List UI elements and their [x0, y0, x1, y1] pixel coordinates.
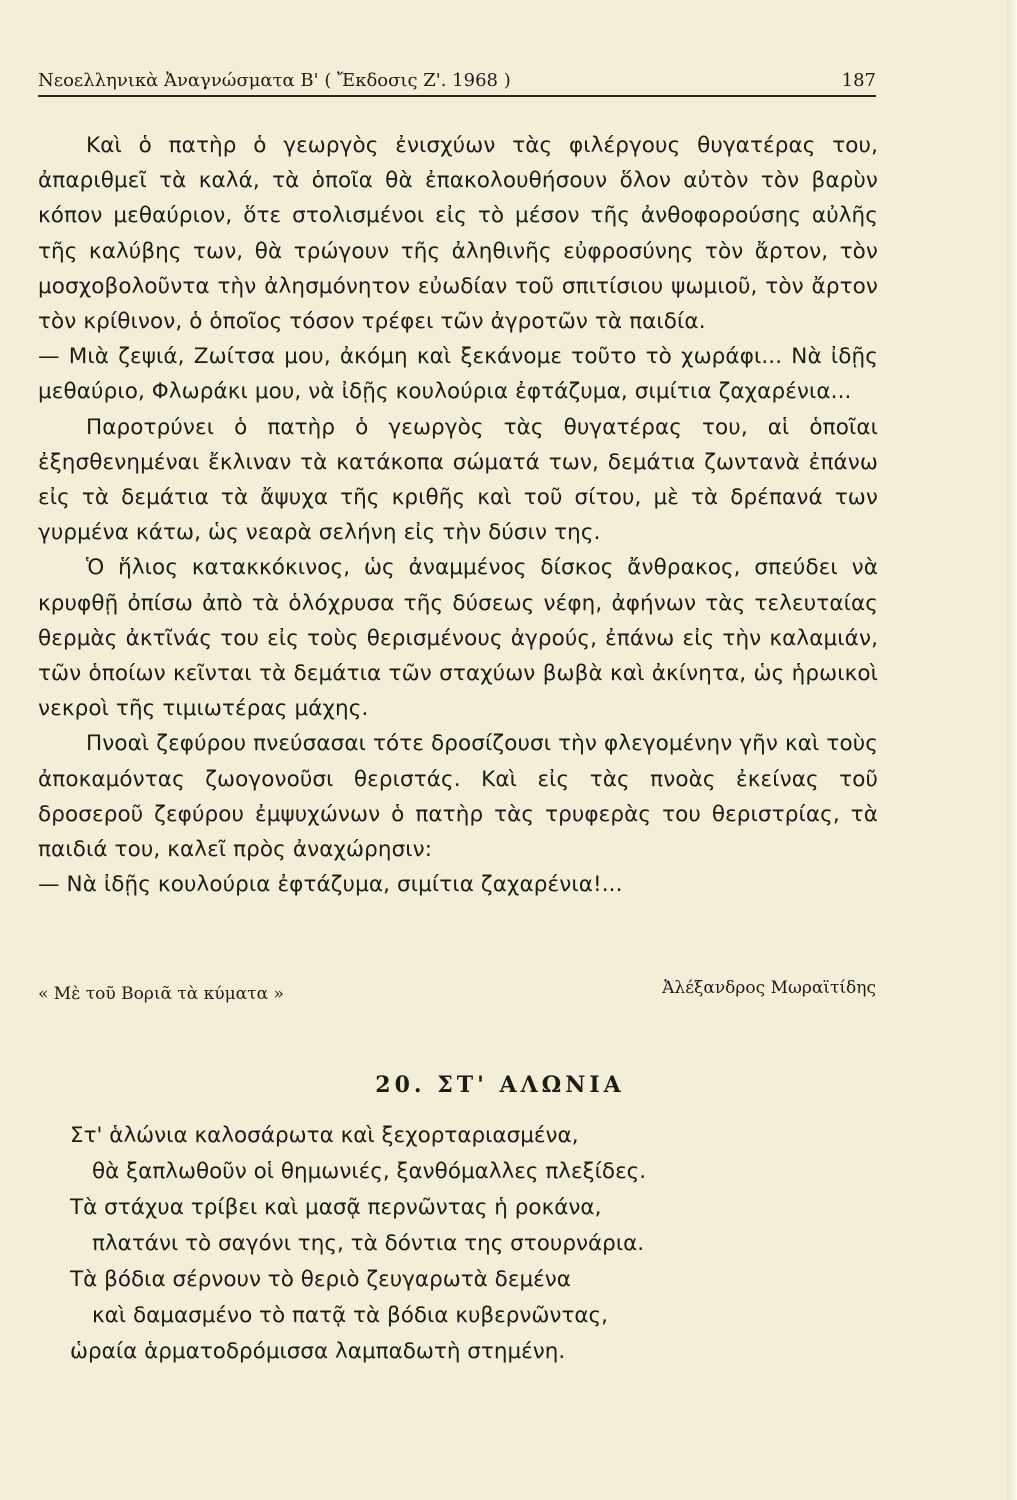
poem-line: πλατάνι τὸ σαγόνι της, τὰ δόντια της στουρνάρια. — [92, 1231, 645, 1256]
running-header — [38, 70, 876, 97]
paragraph: Καὶ ὁ πατὴρ ὁ γεωργὸς ἐνισχύων τὰς φιλέργους θυγατέρας του, ἀπαριθμεῖ τὰ καλά, τὰ ὁποῖα θὰ ἐπακολουθήσουν ὅλον αὐτὸν τὸν βαρὺν κόπον μεθαύριον, ὅτε στολισμένοι εἰς τὸ μέσον τῆς ἀνθοφορούσης αὐλῆς τῆς καλύβης των, θὰ τρώγουν τῆς ἀληθινῆς εὐφροσύνης τὸν ἄρτον, τὸν μοσχοβολοῦντα τὴν ἀλησμόνητον εὐωδίαν τοῦ σπιτίσιου ψωμιοῦ, τὸν ἄρτον τὸν κρίθινον, ὁ ὁποῖος τόσον τρέφει τῶν ἀγροτῶν τὰ παιδία. — [38, 133, 878, 335]
dialog-paragraph: — Μιὰ ζεψιά, Ζωίτσα μου, ἀκόμη καὶ ξεκάνομε τοῦτο τὸ χωράφι... Νὰ ἰδῇς μεθαύριο, Φλωράκι μου, νὰ ἰδῇς κουλούρια ἐφτάζυμα, σιμίτια ζαχαρένια... — [38, 344, 878, 405]
author-name: Ἀλέξανδρος Μωραϊτίδης — [662, 978, 876, 998]
poem-line: ὡραία ἁρματοδρόμισσα λαμπαδωτὴ στημένη. — [70, 1339, 566, 1364]
poem-title: 20. ΣΤ' ΑΛΩΝΙΑ — [375, 1072, 625, 1098]
poem-line: θὰ ξαπλωθοῦν οἱ θημωνιές, ξανθόμαλλες πλεξίδες. — [92, 1159, 647, 1184]
paragraph: Πνοαὶ ζεφύρου πνεύσασαι τότε δροσίζουσι τὴν φλεγομένην γῆν καὶ τοὺς ἀποκαμόντας ζωογονοῦσι θεριστάς. Καὶ εἰς τὰς πνοὰς ἐκείνας τοῦ δροσεροῦ ζεφύρου ἐμψυχώνων ὁ πατὴρ τὰς τρυφερὰς του θεριστρίας, τὰ παιδιά του, καλεῖ πρὸς ἀναχώρησιν: — [38, 731, 878, 863]
page-number: 187 — [841, 70, 876, 91]
poem-line: Τὰ βόδια σέρνουν τὸ θεριὸ ζευγαρωτὰ δεμένα — [70, 1267, 571, 1292]
prose-body — [38, 128, 878, 902]
poem — [70, 1118, 646, 1370]
source-title: « Μὲ τοῦ Βοριᾶ τὰ κύματα » — [38, 984, 284, 1004]
paragraph: Παροτρύνει ὁ πατὴρ ὁ γεωργὸς τὰς θυγατέρας του, αἱ ὁποῖαι ἐξησθενημέναι ἔκλιναν τὰ κατάκοπα σώματά των, δεμάτια ζωντανὰ ἐπάνω εἰς τὰ δεμάτια τὰ ἄψυχα τῆς κριθῆς καὶ τοῦ σίτου, μὲ τὰ δρέπανά των γυρμένα κάτω, ὡς νεαρὰ σελήνη εἰς τὴν δύσιν της. — [38, 414, 878, 546]
running-title: Νεοελληνικὰ Ἀναγνώσματα Β' ( Ἔκδοσις Ζ'. 1968 ) — [38, 70, 511, 91]
page-edge — [1007, 0, 1017, 1500]
poem-line: Στ' ἁλώνια καλοσάρωτα καὶ ξεχορταριασμένα, — [70, 1123, 579, 1148]
dialog-paragraph: — Νὰ ἰδῇς κουλούρια ἐφτάζυμα, σιμίτια ζαχαρένια!... — [38, 872, 623, 898]
poem-line: Τὰ στάχυα τρίβει καὶ μασᾷ περνῶντας ἡ ροκάνα, — [70, 1195, 602, 1220]
paragraph: Ὁ ἥλιος κατακκόκινος, ὡς ἀναμμένος δίσκος ἄνθρακος, σπεύδει νὰ κρυφθῇ ὀπίσω ἀπὸ τὰ ὁλόχρυσα τῆς δύσεως νέφη, ἀφήνων τὰς τελευταίας θερμὰς ἀκτῖνάς του εἰς τοὺς θερισμένους ἀγρούς, ἐπάνω εἰς τὴν καλαμιάν, τῶν ὁποίων κεῖνται τὰ δεμάτια τῶν σταχύων βωβὰ καὶ ἀκίνητα, ὡς ἡρωικοὶ νεκροὶ τῆς τιμιωτέρας μάχης. — [38, 555, 878, 722]
poem-line: καὶ δαμασμένο τὸ πατᾷ τὰ βόδια κυβερνῶντας, — [92, 1303, 609, 1328]
attribution — [38, 978, 876, 1004]
